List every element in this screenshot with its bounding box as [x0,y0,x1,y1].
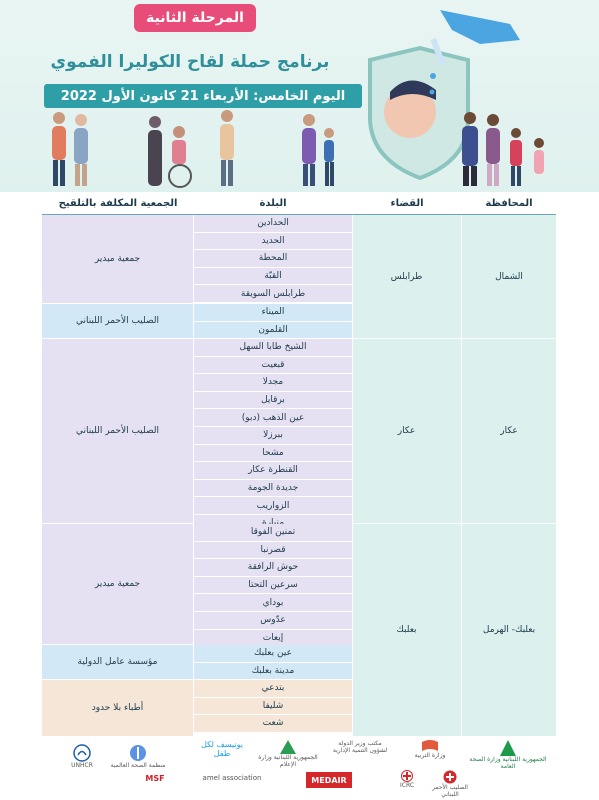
header-town: البلدة [259,197,287,209]
town-cell: الزواريب [194,497,352,515]
town-cell: الميناء [194,304,352,322]
header-org: الجمعية المكلفة بالتلقيح [58,197,178,209]
town-cell: شعت [194,715,352,733]
org-cell: الصليب الأحمر اللبناني [42,339,193,523]
town-cell: المحطة [194,250,352,268]
town-cell: الشيخ طابا السهل [194,339,352,357]
governorate-cell: الشمال [462,215,556,338]
logo-label: الجمهورية اللبنانية وزارة الإعلام [258,754,318,768]
town-cell: سرعين التحتا [194,577,352,595]
column-divider [352,215,353,736]
who-logo [108,744,168,769]
logo-label: وزارة التربية [414,752,446,759]
town-group [194,215,352,303]
town-cell: شليفا [194,698,352,716]
town-cell: عين الذهب (دبو) [194,409,352,427]
unicef-logo [192,740,252,758]
town-cell: تمنين الفوقا [194,524,352,542]
town-cell: الحدادين [194,215,352,233]
education-ministry-logo [400,740,460,759]
page-title: برنامج حملة لقاح الكوليرا الفموي [50,52,330,72]
town-group [194,339,352,533]
logo-label: amel association [202,774,262,782]
logo-label: مكتب وزير الدولة لشؤون التنمية الإدارية [332,740,388,754]
medair-logo [306,772,352,788]
logo-label: الصليب الأحمر اللبناني [432,784,468,798]
amel-logo [192,774,272,782]
column-divider [461,215,462,736]
org-cell: أطباء بلا حدود [42,680,193,736]
logo-label: ICRC [399,782,415,789]
lrc-logo [430,770,470,798]
town-cell: برقايل [194,392,352,410]
district-cell: بعلبك [352,524,461,736]
partner-logos [0,736,599,800]
unhcr-logo [62,744,102,769]
town-group [194,304,352,339]
town-cell: قبعيت [194,357,352,375]
town-cell: بوداي [194,594,352,612]
health-ministry-logo [468,740,548,770]
town-cell: حوش الرافقة [194,559,352,577]
town-cell: بتدعي [194,680,352,698]
phase-badge: المرحلة الثانية [134,4,256,32]
town-cell: مشحا [194,445,352,463]
town-group [194,680,352,733]
msf-logo [130,774,180,783]
town-cell: إيعات [194,630,352,648]
town-cell: مدينة بعلبك [194,663,352,681]
town-group [194,524,352,647]
logo-label: يونيسف لكل طفل [201,740,243,758]
day-banner: اليوم الخامس: الأربعاء 21 كانون الأول 2022 [44,84,362,108]
column-divider [193,215,194,736]
town-cell: عدّوس [194,612,352,630]
org-cell: مؤسسة عامل الدولية [42,645,193,679]
header-governorate: المحافظة [485,197,533,209]
logo-label: منظمة الصحة العالمية [110,762,166,769]
governorate-cell: عكار [462,339,556,523]
header-district: القضاء [390,197,424,209]
org-cell: جمعية ميدير [42,524,193,644]
town-cell: القلمون [194,322,352,340]
district-cell: عكار [352,339,461,523]
ministry-info-logo [258,740,318,768]
town-cell: القنطرة عكار [194,462,352,480]
town-cell: عين بعلبك [194,645,352,663]
town-cell: الحديد [194,233,352,251]
icrc-logo [392,770,422,789]
town-cell: قصرنبا [194,542,352,560]
town-group [194,645,352,680]
town-cell: مجدلا [194,374,352,392]
governorate-cell: بعلبك- الهرمل [462,524,556,736]
logo-label: MSF [145,774,165,783]
org-cell: جمعية ميدير [42,215,193,303]
town-cell: طرابلس السويقة [194,285,352,303]
logo-label: الجمهورية اللبنانية وزارة الصحة العامة [469,756,547,770]
town-cell: القبّة [194,268,352,286]
logo-label: UNHCR [71,762,93,769]
town-cell: ببرزلا [194,427,352,445]
omsar-logo [330,740,390,754]
town-cell: جديدة الجومة [194,480,352,498]
schedule-table [42,192,556,736]
district-cell: طرابلس [352,215,461,338]
org-cell: الصليب الأحمر اللبناني [42,304,193,338]
logo-label: MEDAIR [311,775,347,785]
